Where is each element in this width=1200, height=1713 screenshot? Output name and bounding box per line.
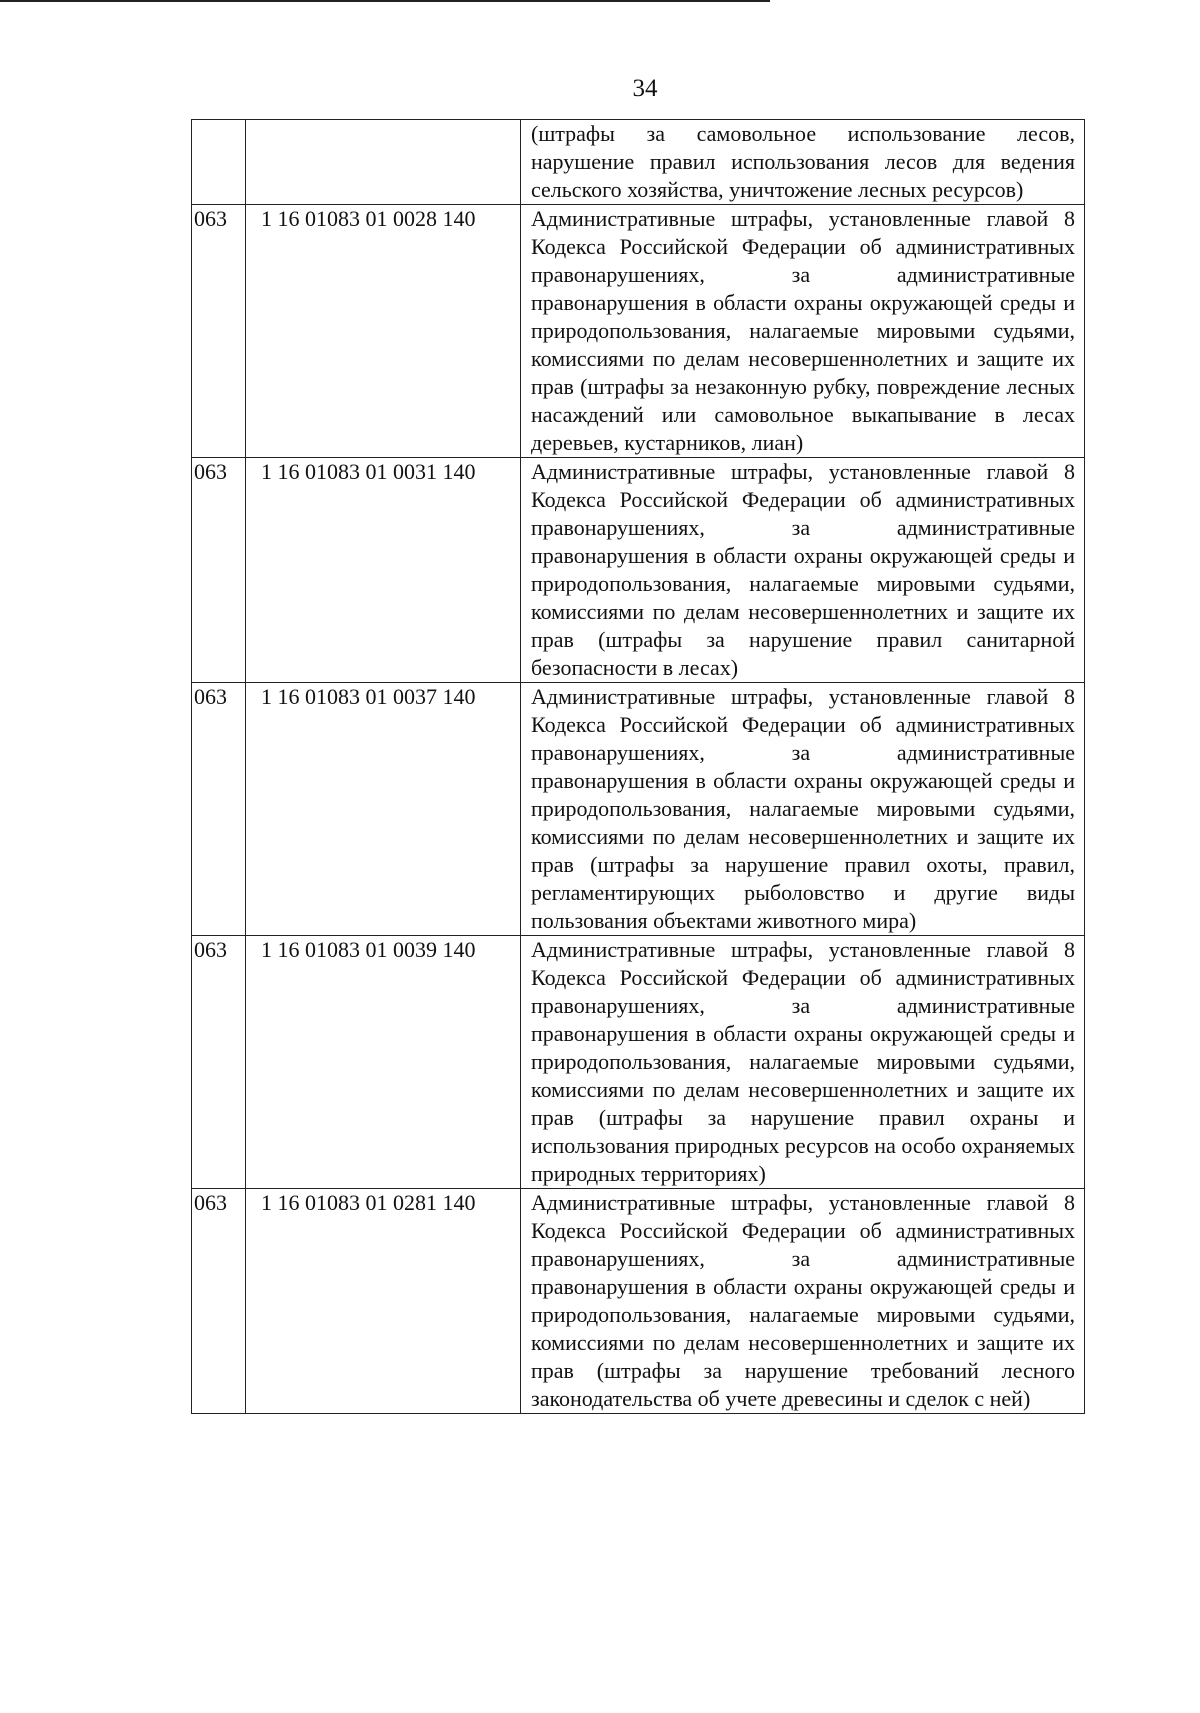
page-number: 34 (632, 75, 658, 102)
description-cell: Административные штрафы, установленные главой 8 Кодекса Российской Федерации об административных правонарушениях, за административные правонарушения в области охраны окружающей среды и природопользования, налагаемые мировыми судьями, комиссиями по делам несовершеннолетних и защите их прав (штрафы за нарушение правил охоты, правил, регламентирующих рыболовство и другие виды пользования объектами животного мира) (521, 683, 1085, 936)
description-cell: Административные штрафы, установленные главой 8 Кодекса Российской Федерации об административных правонарушениях, за административные правонарушения в области охраны окружающей среды и природопользования, налагаемые мировыми судьями, комиссиями по делам несовершеннолетних и защите их прав (штрафы за нарушение требований лесного законодательства об учете древесины и сделок с ней) (521, 1189, 1085, 1414)
kbk-code-cell: 1 16 01083 01 0039 140 (246, 936, 521, 1189)
kbk-code-cell (246, 120, 521, 205)
kbk-code-cell: 1 16 01083 01 0031 140 (246, 458, 521, 683)
kbk-code-cell: 1 16 01083 01 0037 140 (246, 683, 521, 936)
table-row (192, 458, 1085, 683)
table-row (192, 205, 1085, 458)
kbk-code-cell: 1 16 01083 01 0028 140 (246, 205, 521, 458)
description-cell: Административные штрафы, установленные главой 8 Кодекса Российской Федерации об административных правонарушениях, за административные правонарушения в области охраны окружающей среды и природопользования, налагаемые мировыми судьями, комиссиями по делам несовершеннолетних и защите их прав (штрафы за незаконную рубку, повреждение лесных насаждений или самовольное выкапывание в лесах деревьев, кустарников, лиан) (521, 205, 1085, 458)
description-cell: Административные штрафы, установленные главой 8 Кодекса Российской Федерации об административных правонарушениях, за административные правонарушения в области охраны окружающей среды и природопользования, налагаемые мировыми судьями, комиссиями по делам несовершеннолетних и защите их прав (штрафы за нарушение правил охраны и использования природных ресурсов на особо охраняемых природных территориях) (521, 936, 1085, 1189)
kbk-code-cell: 1 16 01083 01 0281 140 (246, 1189, 521, 1414)
scan-top-border-line (0, 0, 770, 2)
admin-code-cell: 063 (192, 205, 246, 458)
budget-classification-table (191, 119, 1085, 1414)
table-row (192, 1189, 1085, 1414)
table-row (192, 936, 1085, 1189)
admin-code-cell (192, 120, 246, 205)
admin-code-cell: 063 (192, 936, 246, 1189)
admin-code-cell: 063 (192, 1189, 246, 1414)
table-row (192, 683, 1085, 936)
table-row (192, 120, 1085, 205)
description-cell: (штрафы за самовольное использование лесов, нарушение правил использования лесов для ведения сельского хозяйства, уничтожение лесных ресурсов) (521, 120, 1085, 205)
description-cell: Административные штрафы, установленные главой 8 Кодекса Российской Федерации об административных правонарушениях, за административные правонарушения в области охраны окружающей среды и природопользования, налагаемые мировыми судьями, комиссиями по делам несовершеннолетних и защите их прав (штрафы за нарушение правил санитарной безопасности в лесах) (521, 458, 1085, 683)
admin-code-cell: 063 (192, 683, 246, 936)
admin-code-cell: 063 (192, 458, 246, 683)
